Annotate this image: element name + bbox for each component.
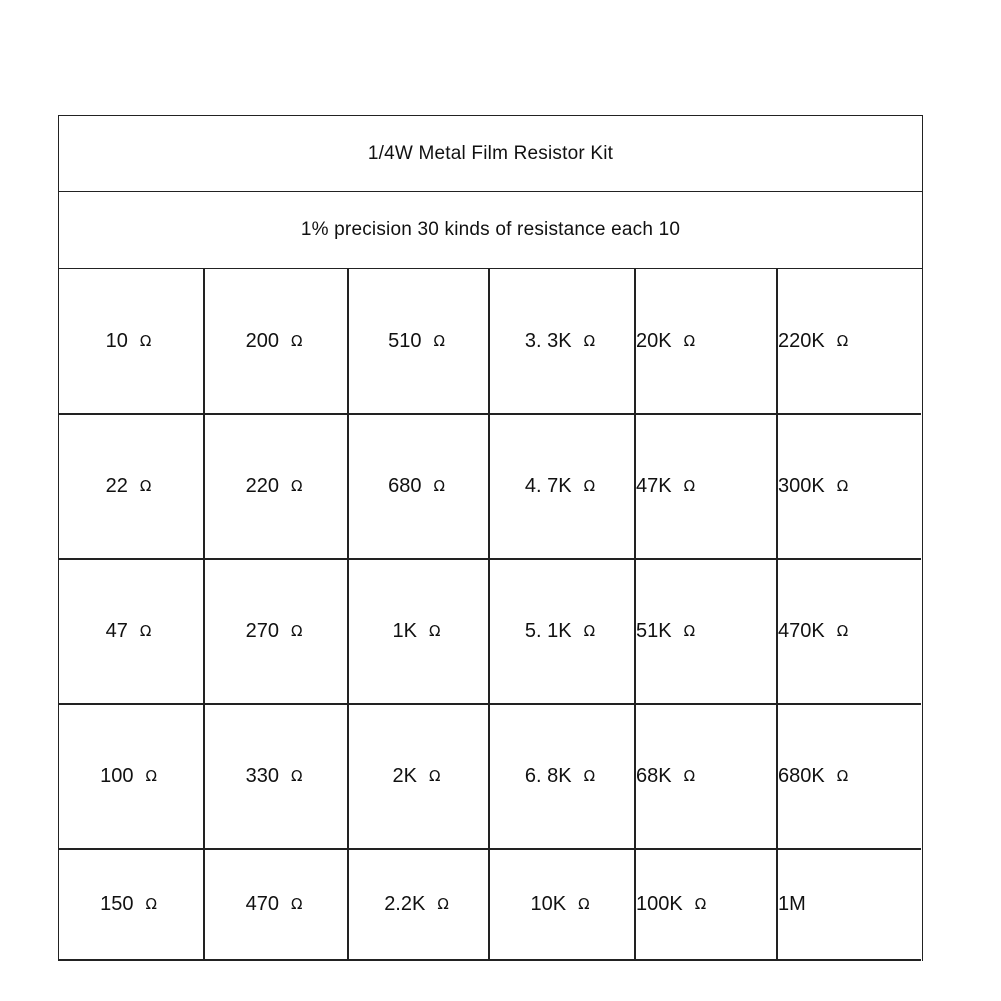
ohm-unit: Ω <box>290 476 303 495</box>
ohm-unit: Ω <box>583 621 596 640</box>
resistance-value: 680 <box>388 475 422 497</box>
resistance-cell <box>59 704 204 849</box>
table-row <box>59 269 922 414</box>
ohm-unit: Ω <box>836 476 849 495</box>
resistance-cell <box>635 704 777 849</box>
ohm-unit: Ω <box>583 331 596 350</box>
ohm-unit: Ω <box>683 476 696 495</box>
resistance-value: 3. 3K <box>524 330 572 352</box>
ohm-unit: Ω <box>429 621 441 640</box>
resistance-cell <box>204 559 348 704</box>
resistance-cell <box>777 414 924 559</box>
column-divider <box>203 269 205 960</box>
ohm-unit: Ω <box>429 766 441 785</box>
resistance-cell <box>489 269 635 414</box>
resistance-value: 20K <box>636 330 672 352</box>
resistance-value: 680K <box>778 765 825 787</box>
resistance-value: 100 <box>100 765 134 787</box>
resistance-value: 10K <box>530 893 567 915</box>
resistance-cell <box>489 559 635 704</box>
resistance-value: 47 <box>105 620 128 642</box>
resistance-cell <box>489 704 635 849</box>
ohm-unit: Ω <box>437 894 449 913</box>
resistance-value: 150 <box>100 893 134 915</box>
resistance-cell <box>777 559 924 704</box>
table-title: 1/4W Metal Film Resistor Kit <box>59 116 922 192</box>
resistance-value: 510 <box>388 330 422 352</box>
ohm-unit: Ω <box>290 331 303 350</box>
ohm-unit: Ω <box>139 476 152 495</box>
resistance-value: 1K <box>392 620 417 642</box>
ohm-unit: Ω <box>694 894 707 913</box>
resistance-cell <box>348 559 489 704</box>
resistance-value: 2K <box>392 765 417 787</box>
resistance-cell <box>204 704 348 849</box>
resistance-value: 220 <box>245 475 279 497</box>
table-row <box>59 414 922 559</box>
ohm-unit: Ω <box>290 621 303 640</box>
resistance-value: 220K <box>778 330 825 352</box>
column-divider <box>776 269 778 960</box>
resistance-cell <box>635 559 777 704</box>
resistance-cell <box>348 849 489 960</box>
ohm-unit: Ω <box>433 476 445 495</box>
resistance-value: 100K <box>636 893 683 915</box>
ohm-unit: Ω <box>683 331 696 350</box>
resistance-cell <box>59 559 204 704</box>
resistance-value: 10 <box>105 330 128 352</box>
table-row <box>59 704 922 849</box>
ohm-unit: Ω <box>145 766 157 785</box>
row-divider <box>59 959 921 961</box>
column-divider <box>634 269 636 960</box>
ohm-unit: Ω <box>145 894 157 913</box>
resistance-cell <box>59 269 204 414</box>
resistance-value: 270 <box>245 620 279 642</box>
resistance-value: 300K <box>778 475 825 497</box>
resistance-cell <box>489 414 635 559</box>
resistance-cell <box>777 849 924 960</box>
resistance-cell <box>204 849 348 960</box>
resistance-cell <box>635 269 777 414</box>
resistance-cell <box>348 269 489 414</box>
resistance-value: 4. 7K <box>524 475 572 497</box>
ohm-unit: Ω <box>836 621 849 640</box>
resistance-value: 51K <box>636 620 672 642</box>
ohm-unit: Ω <box>433 331 445 350</box>
ohm-unit: Ω <box>836 766 849 785</box>
ohm-unit: Ω <box>139 331 152 350</box>
ohm-unit: Ω <box>290 894 303 913</box>
table-row <box>59 849 922 960</box>
resistance-cell <box>635 414 777 559</box>
resistance-cell <box>635 849 777 960</box>
resistance-value: 47K <box>636 475 672 497</box>
ohm-unit: Ω <box>683 621 696 640</box>
resistor-kit-table <box>58 115 923 961</box>
ohm-unit: Ω <box>583 476 596 495</box>
column-divider <box>347 269 349 960</box>
resistance-value: 5. 1K <box>524 620 572 642</box>
resistance-value: 200 <box>245 330 279 352</box>
resistance-cell <box>59 849 204 960</box>
ohm-unit: Ω <box>683 766 696 785</box>
resistance-cell <box>59 414 204 559</box>
resistance-value: 2.2K <box>384 893 426 915</box>
resistance-value: 330 <box>245 765 279 787</box>
resistance-value: 470K <box>778 620 825 642</box>
table-subtitle: 1% precision 30 kinds of resistance each 10 <box>59 192 922 269</box>
resistance-value: 68K <box>636 765 672 787</box>
resistance-cell <box>777 704 924 849</box>
ohm-unit: Ω <box>578 894 590 913</box>
resistance-value: 22 <box>105 475 128 497</box>
resistance-value: 1M <box>778 893 806 915</box>
resistance-value: 6. 8K <box>524 765 572 787</box>
resistance-cell <box>777 269 924 414</box>
resistance-cell <box>204 414 348 559</box>
table-row <box>59 559 922 704</box>
resistance-cell <box>204 269 348 414</box>
ohm-unit: Ω <box>139 621 152 640</box>
resistance-value: 470 <box>245 893 279 915</box>
ohm-unit: Ω <box>836 331 849 350</box>
ohm-unit: Ω <box>290 766 303 785</box>
resistance-cell <box>348 414 489 559</box>
resistance-cell <box>348 704 489 849</box>
ohm-unit: Ω <box>583 766 596 785</box>
column-divider <box>488 269 490 960</box>
resistance-cell <box>489 849 635 960</box>
